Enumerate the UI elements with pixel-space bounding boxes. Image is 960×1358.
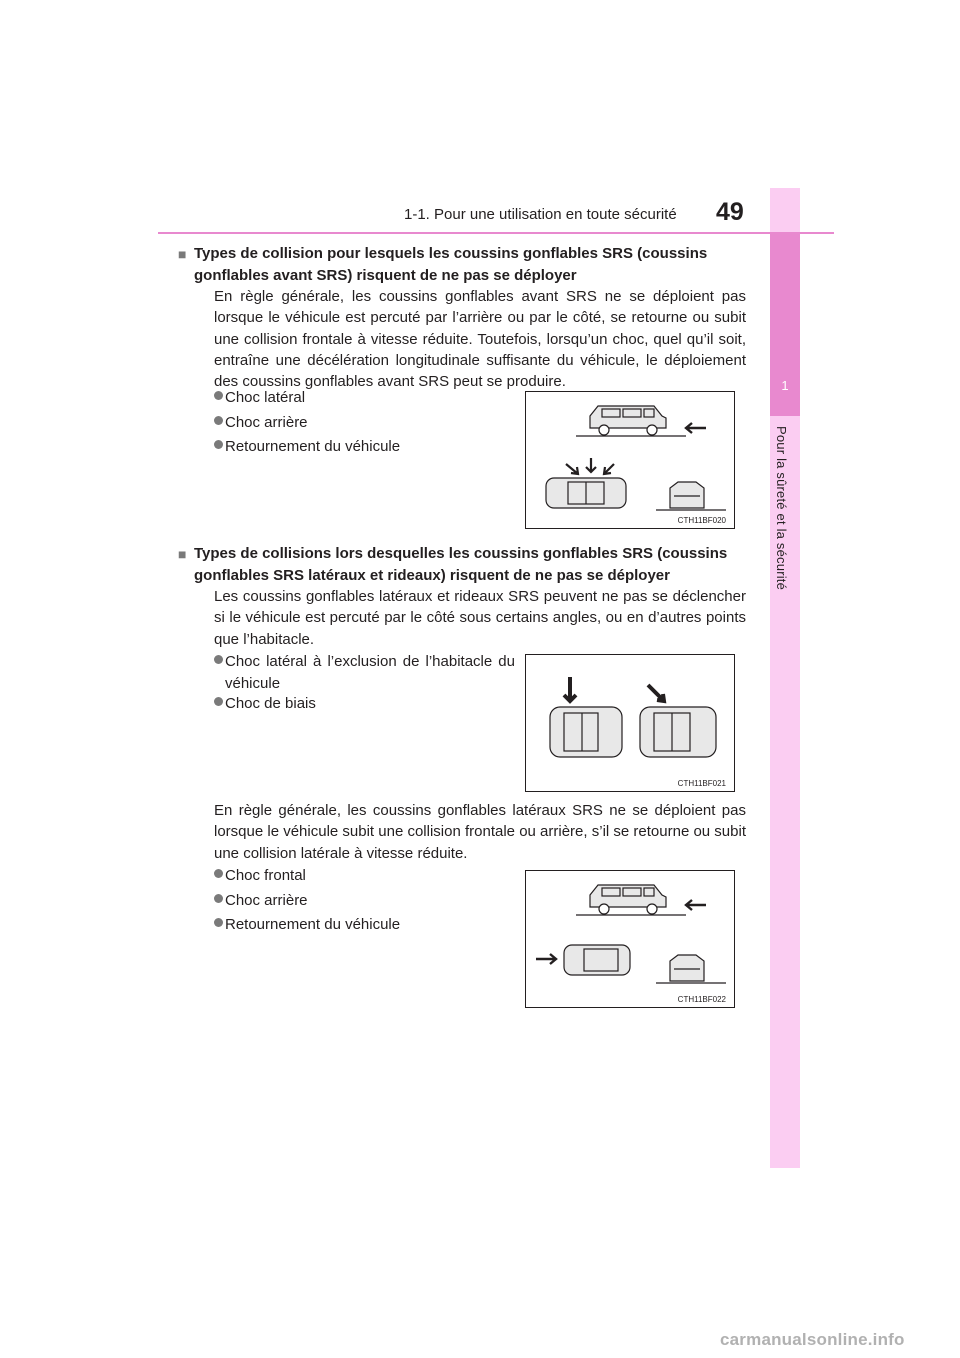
bullet-icon [214,440,223,449]
figure-front-airbag-collisions [525,391,735,529]
section-paragraph: En règle générale, les coussins gonflables avant SRS ne se déploient pas lorsque le véhicule est percuté par l’arrière ou par le côté, se retourne ou subit une collision frontale à vitesse réduite. Toutefois, lorsqu’un choc, quel qu’il soit, entraîne une décélération longitudinale suffisante du véhicule, le déploiement des coussins gonflables avant SRS peut se produire. [214,288,746,391]
section-heading-text: Types de collision pour lesquels les coussins gonflables SRS (coussins gonflables avant SRS) risquent de ne pas se déployer [194,245,708,284]
page-number: 49 [716,198,744,226]
car-collision-illustration [526,871,734,1007]
section-heading [178,543,746,586]
bullet-icon [214,918,223,927]
list-item: Choc latéral [214,387,305,409]
figure-side-airbag-no-deploy [525,870,735,1008]
figure-code: CTH11BF022 [677,995,726,1004]
bullet-icon [214,391,223,400]
figure-code: CTH11BF021 [677,779,726,788]
section-paragraph: Les coussins gonflables latéraux et rideaux SRS peuvent ne pas se déclencher si le véhicule est percuté par le côté sous certains angles, ou en d’autres points que l’habitacle. [214,588,746,648]
bullet-icon [214,894,223,903]
bullet-icon [214,655,223,664]
section-heading-text: Types de collisions lors desquelles les coussins gonflables SRS (coussins gonflables SRS latéraux et rideaux) risquent de ne pas se déployer [194,545,728,584]
chapter-number: 1 [781,378,789,393]
car-collision-illustration [526,655,734,791]
list-item: Choc frontal [214,865,306,887]
section-heading [178,243,746,286]
bullet-icon [214,869,223,878]
list-item: Retournement du véhicule [214,914,400,936]
list-item: Choc de biais [214,693,316,715]
square-bullet-icon: ■ [178,546,187,562]
square-bullet-icon: ■ [178,246,187,262]
figure-code: CTH11BF020 [677,516,726,525]
watermark: carmanualsonline.info [720,1330,905,1349]
bullet-icon [214,697,223,706]
chapter-title: Pour la sûreté et la sécurité [774,426,789,591]
section-paragraph: En règle générale, les coussins gonflables latéraux SRS ne se déploient pas lorsque le véhicule subit une collision frontale ou arrière, s’il se retourne ou subit une collision latérale à vitesse réduite. [214,802,746,862]
list-item: Retournement du véhicule [214,436,400,458]
header-title: 1-1. Pour une utilisation en toute sécurité [404,206,677,223]
side-rule [800,232,834,234]
figure-side-airbag-collisions [525,654,735,792]
car-collision-illustration [526,392,734,528]
list-item: Choc latéral à l’exclusion de l’habitacle du véhicule [214,651,515,694]
header-rule [158,232,770,234]
list-item: Choc arrière [214,412,308,434]
list-item: Choc arrière [214,890,308,912]
bullet-icon [214,416,223,425]
